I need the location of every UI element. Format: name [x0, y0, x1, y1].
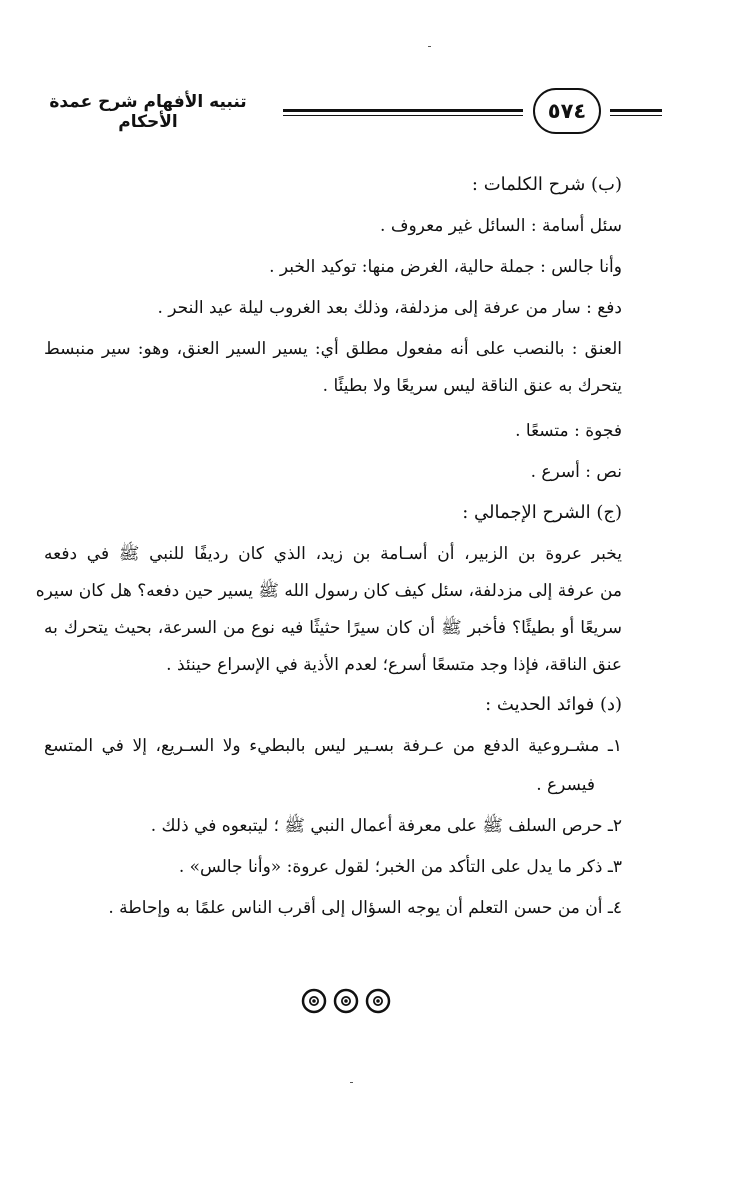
text-line: وأنا جالس : جملة حالية، الغرض منها: توكيد الخبر . [269, 257, 622, 277]
list-item: ١ـ مشـروعية الدفع من عـرفة بسـير ليس بالبطيء ولا السـريع، إلا في المتسع [44, 736, 622, 756]
list-item: ٤ـ أن من حسن التعلم أن يوجه السؤال إلى أقرب الناس علمًا به وإحاطة . [108, 898, 622, 918]
text-line: من عرفة إلى مزدلفة، سئل كيف كان رسول الله ﷺ يسير حين دفعه؟ هل كان سيره [35, 581, 622, 601]
running-header-title: تنبيه الأفهام شرح عمدة الأحكام [49, 92, 247, 132]
text-line: سئل أسامة : السائل غير معروف . [380, 216, 622, 236]
header-rule [610, 109, 662, 112]
text-line: يخبر عروة بن الزبير، أن أسـامة بن زيد، الذي كان رديفًا للنبي ﷺ في دفعه [44, 544, 622, 564]
text-line: عنق الناقة، فإذا وجد متسعًا أسرع؛ لعدم الأذية في الإسراع حينئذ . [166, 655, 622, 675]
section-heading-d: (د) فوائد الحديث : [485, 694, 622, 715]
scan-mark [428, 46, 431, 47]
text-line: العنق : بالنصب على أنه مفعول مطلق أي: يسير السير العنق، وهو: سير منبسط [44, 339, 622, 359]
section-heading-b: (ب) شرح الكلمات : [471, 174, 622, 195]
list-item: ٢ـ حرص السلف ﷺ على معرفة أعمال النبي ﷺ ؛ ليتبعوه في ذلك . [150, 816, 622, 836]
header-rule [610, 115, 662, 116]
text-line: دفع : سار من عرفة إلى مزدلفة، وذلك بعد الغروب ليلة عيد النحر . [157, 298, 622, 318]
text-line: فجوة : متسعًا . [515, 421, 622, 441]
header-rule [283, 109, 523, 112]
section-end-ornament [298, 986, 394, 1016]
header-rule [283, 115, 523, 116]
scan-mark [350, 1082, 353, 1083]
text-line: يتحرك به عنق الناقة ليس سريعًا ولا بطيئًا . [322, 376, 622, 396]
text-line: نص : أسرع . [530, 462, 622, 482]
page-number: ٥٧٤ [533, 88, 601, 134]
text-line: سريعًا أو بطيئًا؟ فأخبر ﷺ أن كان سيرًا حثيثًا فيه نوع من السرعة، بحيث يتحرك به [44, 618, 622, 638]
section-heading-c: (ج) الشرح الإجمالي : [462, 502, 622, 523]
list-item: ٣ـ ذكر ما يدل على التأكد من الخبر؛ لقول عروة: «وأنا جالس» . [178, 857, 622, 877]
list-item-continuation: فيسرع . [536, 775, 595, 795]
